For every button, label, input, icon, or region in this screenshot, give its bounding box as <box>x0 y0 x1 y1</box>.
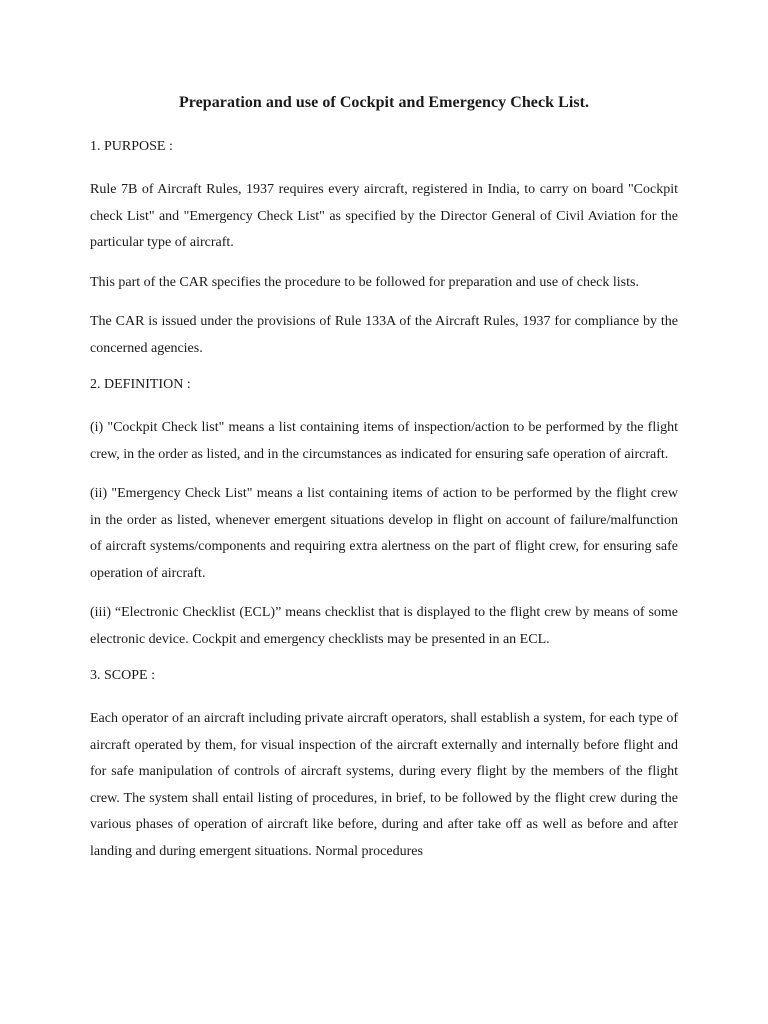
purpose-paragraph-1: Rule 7B of Aircraft Rules, 1937 requires every aircraft, registered in India, to carry on board "Cockpit check List" and "Emergency Check List" as specified by the Director General of Civil Aviation for the particular type of aircraft. <box>90 182 678 250</box>
purpose-paragraph-2: This part of the CAR specifies the procedure to be followed for preparation and use of check lists. <box>90 274 639 290</box>
section-heading-scope: 3. SCOPE : <box>90 668 155 683</box>
document-title: Preparation and use of Cockpit and Emergency Check List. <box>178 94 590 111</box>
definition-paragraph-3: (iii) “Electronic Checklist (ECL)” means checklist that is displayed to the flight crew by means of some electronic device. Cockpit and emergency checklists may be presented in an ECL. <box>90 605 678 647</box>
purpose-paragraph-3: The CAR is issued under the provisions of Rule 133A of the Aircraft Rules, 1937 for compliance by the concerned agencies. <box>90 314 678 356</box>
scope-paragraph-1: Each operator of an aircraft including private aircraft operators, shall establish a system, for each type of aircraft operated by them, for visual inspection of the aircraft externally and internally before flight and for safe manipulation of controls of aircraft systems, during every flight by the members of the flight crew. The system shall entail listing of procedures, in brief, to be followed by the flight crew during the various phases of operation of aircraft like before, during and after take off as well as before and after landing and during emergent situations. Normal procedures <box>90 711 678 859</box>
definition-paragraph-2: (ii) "Emergency Check List" means a list containing items of action to be performed by the flight crew in the order as listed, whenever emergent situations develop in flight on account of failure/malfunction of aircraft systems/components and requiring extra alertness on the part of flight crew, for ensuring safe operation of aircraft. <box>90 486 678 581</box>
section-heading-definition: 2. DEFINITION : <box>90 377 191 392</box>
section-heading-purpose: 1. PURPOSE : <box>90 139 173 154</box>
definition-paragraph-1: (i) "Cockpit Check list" means a list containing items of inspection/action to be performed by the flight crew, in the order as listed, and in the circumstances as indicated for ensuring safe operation of aircraft. <box>90 420 678 462</box>
